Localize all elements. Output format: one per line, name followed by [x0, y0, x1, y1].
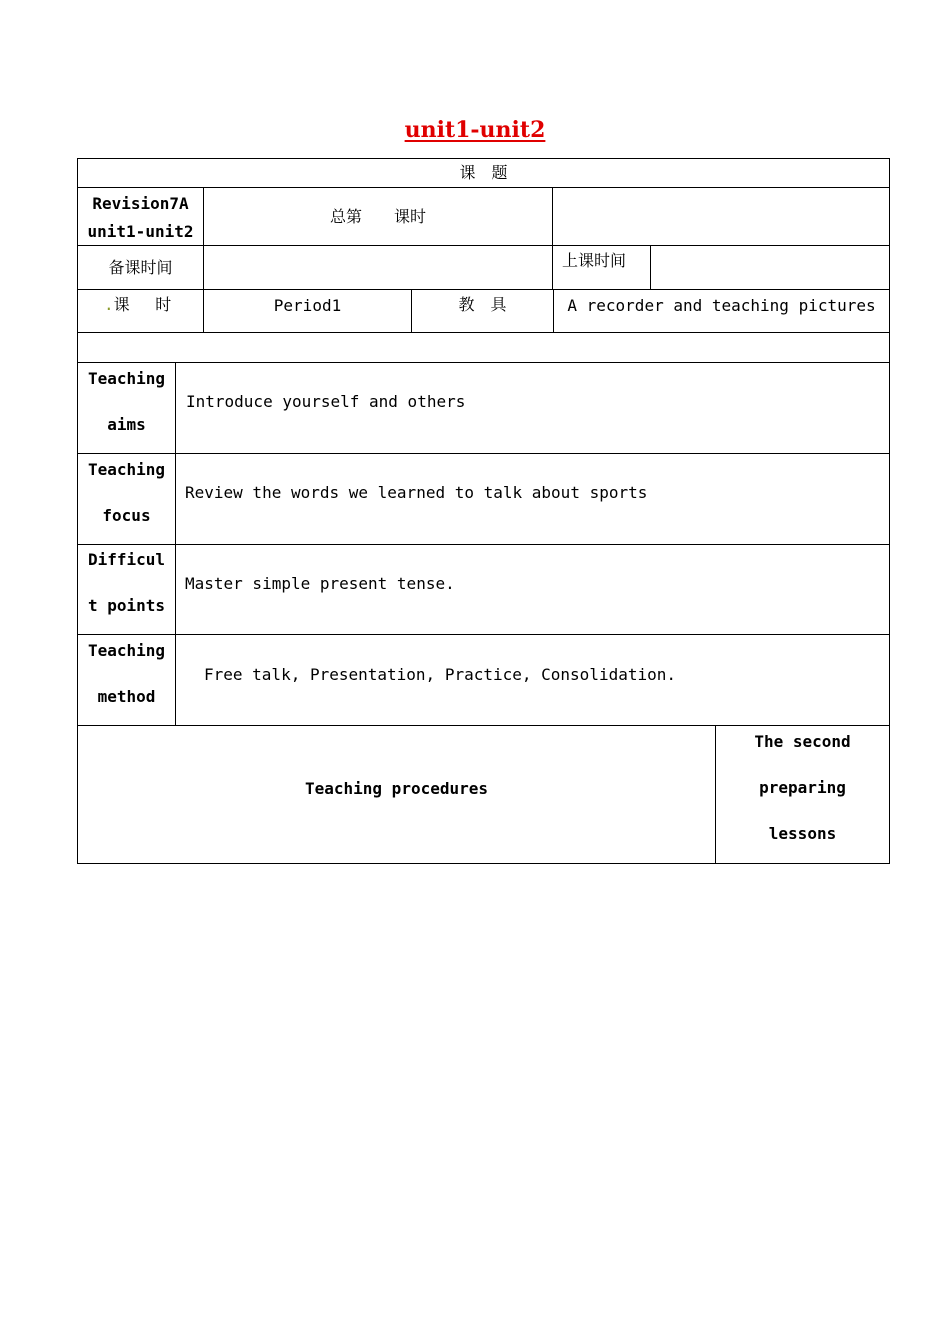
- col-divider: [552, 187, 553, 289]
- aims-row-label-line1: Teaching: [87, 369, 166, 388]
- method-row-value: Free talk, Presentation, Practice, Consolidation.: [204, 665, 677, 684]
- row-divider: [77, 634, 890, 635]
- topic-label: 课 题: [459, 163, 508, 182]
- focus-row-label-line2: focus: [102, 506, 151, 526]
- lesson-value: Period1: [273, 296, 342, 315]
- second-prep-line3: lessons: [768, 824, 837, 844]
- tools-value: A recorder and teaching pictures: [567, 296, 876, 315]
- method-row-label: [78, 641, 175, 706]
- unit-label: unit1-unit2: [87, 222, 194, 241]
- lesson-label-cell: [104, 295, 203, 314]
- row-divider: [77, 725, 890, 726]
- prep-time-label: 备课时间: [108, 258, 173, 277]
- aims-row-label-line2: aims: [107, 415, 146, 435]
- row-divider: [77, 332, 890, 333]
- row-divider: [77, 362, 890, 363]
- total-lesson-label: 总第 课时: [329, 207, 426, 226]
- aims-row-value: Introduce yourself and others: [186, 392, 466, 411]
- table-border-bottom: [77, 863, 890, 864]
- row-divider: [77, 453, 890, 454]
- col-divider: [175, 362, 176, 726]
- focus-row-label-line1: Teaching: [87, 460, 166, 479]
- difficult-row-label-line1: Difficul: [87, 550, 166, 569]
- row-divider: [77, 187, 890, 188]
- row-divider: [77, 289, 890, 290]
- difficult-row-label: [78, 550, 175, 615]
- difficult-row-label-line2: t points: [87, 596, 166, 616]
- class-time-label: 上课时间: [562, 251, 627, 270]
- tools-label: 教 具: [458, 295, 507, 314]
- bullet-marker: .: [104, 295, 114, 314]
- document-title: unit1-unit2: [404, 117, 546, 143]
- focus-row-value: Review the words we learned to talk about sports: [185, 483, 648, 502]
- second-prep-line1: The second: [754, 732, 851, 751]
- second-prep-label: [716, 732, 889, 844]
- row-divider: [77, 245, 890, 246]
- method-row-label-line2: method: [97, 687, 156, 707]
- revision-label: Revision7A: [92, 194, 189, 213]
- col-divider: [650, 245, 651, 289]
- focus-row-label: [78, 460, 175, 525]
- difficult-row-value: Master simple present tense.: [185, 574, 455, 593]
- aims-row-label: [78, 369, 175, 434]
- table-border-top: [77, 158, 890, 159]
- row-divider: [77, 544, 890, 545]
- method-row-label-line1: Teaching: [87, 641, 166, 660]
- lesson-label: 课 时: [113, 295, 172, 314]
- teaching-procedures-label: Teaching procedures: [304, 779, 489, 798]
- table-border-right: [889, 158, 890, 864]
- second-prep-line2: preparing: [759, 778, 846, 798]
